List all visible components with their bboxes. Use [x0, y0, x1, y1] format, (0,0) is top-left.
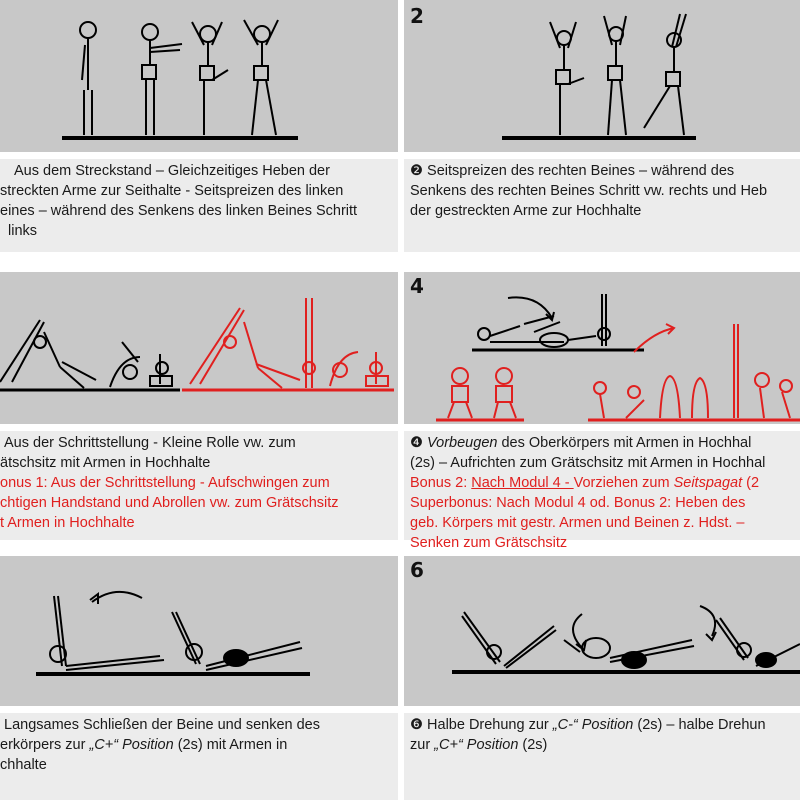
- module-5-line-1: Langsames Schließen der Beine und senken des: [4, 717, 320, 733]
- module-2-illustration: [404, 0, 800, 152]
- module-4-bonus2-mid: Vorziehen zum: [573, 475, 674, 491]
- module-3-bonus-line-1: onus 1: Aus der Schrittstellung - Aufschwingen zum: [0, 475, 330, 491]
- module-6-line-2-end: (2s): [518, 737, 548, 753]
- module-1-line-1: Aus dem Streckstand – Gleichzeitiges Heben der: [14, 163, 330, 179]
- module-4-bonus2-italic: Seitspagat: [673, 475, 743, 491]
- module-2-description: [404, 159, 800, 252]
- module-4-superbonus-line-2: geb. Körpers mit gestr. Armen und Beinen z. Hdst. –: [410, 515, 745, 531]
- module-2-line-3: der gestreckten Arme zur Hochhalte: [410, 203, 642, 219]
- module-4-line-2: (2s) – Aufrichten zum Grätschsitz mit Armen in Hochhal: [410, 455, 766, 471]
- module-4-superbonus-line-3: Senken zum Grätschsitz: [410, 535, 568, 551]
- module-6-illustration: [404, 556, 800, 706]
- module-6-line-2-italic: „C+“ Position: [434, 737, 519, 753]
- module-3-bonus-line-3: t Armen in Hochhalte: [0, 515, 135, 531]
- module-6-line-1-italic: „C-“ Position: [552, 717, 634, 733]
- module-3-line-2: ätschsitz mit Armen in Hochhalte: [0, 455, 211, 471]
- module-1-illustration: [0, 0, 398, 152]
- module-4-number: 4: [410, 274, 424, 298]
- module-2-number: 2: [410, 4, 424, 28]
- module-4-bonus2-prefix: Bonus 2:: [410, 475, 472, 491]
- module-4-bonus2-underlined: Nach Modul 4 -: [471, 475, 574, 491]
- module-5-illustration: [0, 556, 398, 706]
- module-2-marker: ❷: [410, 163, 423, 179]
- module-5-line-2-end: (2s) mit Armen in: [173, 737, 288, 753]
- module-4-line-1-rest: des Oberkörpers mit Armen in Hochhal: [497, 435, 752, 451]
- module-4-line-1-italic: Vorbeugen: [427, 435, 498, 451]
- module-5-line-2-italic: „C+“ Position: [89, 737, 174, 753]
- module-6-marker: ❻: [410, 717, 423, 733]
- module-6-line-1-end: (2s) – halbe Drehun: [633, 717, 766, 733]
- module-3: [0, 272, 398, 540]
- module-1-description: [0, 159, 398, 252]
- module-5-description: [0, 713, 398, 800]
- module-2: [404, 0, 800, 252]
- module-3-bonus-line-2: chtigen Handstand und Abrollen vw. zum Grätschsitz: [0, 495, 339, 511]
- module-1-line-3: eines – während des Senkens des linken Beines Schritt: [0, 203, 358, 219]
- module-3-line-1: Aus der Schrittstellung - Kleine Rolle vw. zum: [4, 435, 296, 451]
- module-6-line-1-start: Halbe Drehung zur: [423, 717, 553, 733]
- module-5: [0, 556, 398, 800]
- module-4-description: [404, 431, 800, 551]
- module-4: [404, 272, 800, 551]
- module-4-marker: ❹: [410, 435, 423, 451]
- module-2-line-1: Seitspreizen des rechten Beines – während des: [427, 163, 735, 179]
- module-1-line-2: streckten Arme zur Seithalte - Seitspreizen des linken: [0, 183, 344, 199]
- module-3-illustration: [0, 272, 398, 424]
- module-5-line-3: chhalte: [0, 757, 47, 773]
- module-2-line-2: Senkens des rechten Beines Schritt vw. rechts und Heb: [410, 183, 768, 199]
- module-6-line-2-start: zur: [410, 737, 435, 753]
- module-4-illustration: [404, 272, 800, 424]
- module-4-superbonus-line-1: Superbonus: Nach Modul 4 od. Bonus 2: Heben des: [410, 495, 746, 511]
- module-6-description: [404, 713, 800, 800]
- module-6-number: 6: [410, 558, 424, 582]
- module-1: [0, 0, 398, 252]
- module-1-line-4: links: [8, 223, 38, 239]
- module-5-line-2-start: erkörpers zur: [0, 737, 90, 753]
- module-6: [404, 556, 800, 800]
- module-4-bonus2-end: (2: [742, 475, 760, 491]
- module-3-description: [0, 431, 398, 540]
